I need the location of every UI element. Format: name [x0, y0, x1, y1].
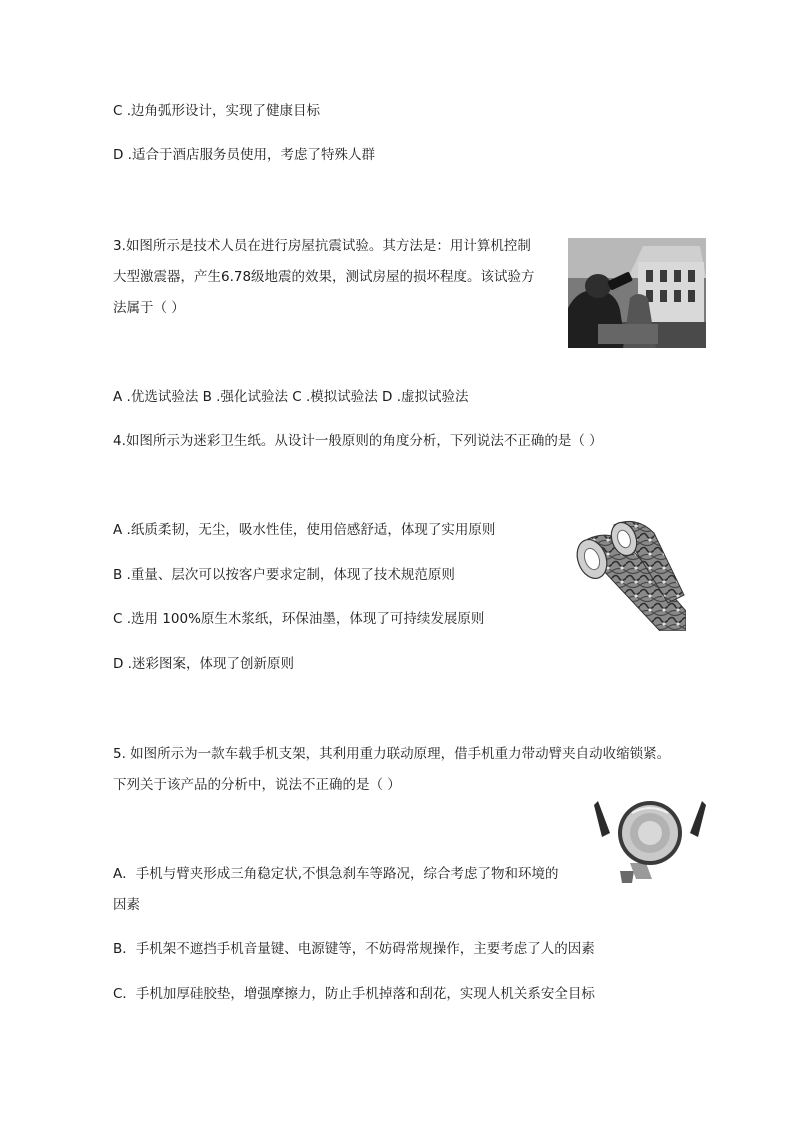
q3-stem-line-1: 3.如图所示是技术人员在进行房屋抗震试验。其方法是：用计算机控制	[113, 238, 531, 254]
q2-option-d: D .适合于酒店服务员使用，考虑了特殊人群	[113, 147, 375, 163]
q3-options: A .优选试验法 B .强化试验法 C .模拟试验法 D .虚拟试验法	[113, 389, 469, 405]
q5-stem-line-1: 5. 如图所示为一款车载手机支架，其利用重力联动原理，借手机重力带动臂夹自动收缩锁紧。	[113, 746, 671, 762]
q5-option-a-line-2: 因素	[113, 897, 140, 913]
car-phone-holder-image	[592, 797, 708, 885]
camo-toilet-paper-image	[570, 515, 686, 631]
q5-stem-line-2: 下列关于该产品的分析中，说法不正确的是（ ）	[113, 777, 401, 793]
q5-option-b: B．手机架不遮挡手机音量键、电源键等，不妨碍常规操作，主要考虑了人的因素	[113, 941, 595, 957]
q4-stem: 4.如图所示为迷彩卫生纸。从设计一般原则的角度分析，下列说法不正确的是（ ）	[113, 433, 603, 449]
q5-option-c: C．手机加厚硅胶垫，增强摩擦力，防止手机掉落和刮花，实现人机关系安全目标	[113, 986, 595, 1002]
q3-stem-line-3: 法属于（ ）	[113, 300, 185, 316]
q5-option-a-line-1: A．手机与臂夹形成三角稳定状,不惧急刹车等路况，综合考虑了物和环境的	[113, 866, 559, 882]
q4-option-a: A .纸质柔韧，无尘，吸水性佳，使用倍感舒适，体现了实用原则	[113, 522, 496, 538]
q4-option-d: D .迷彩图案，体现了创新原则	[113, 656, 294, 672]
earthquake-test-photo	[568, 238, 706, 348]
q4-option-b: B .重量、层次可以按客户要求定制，体现了技术规范原则	[113, 567, 455, 583]
q2-option-c: C .边角弧形设计，实现了健康目标	[113, 103, 321, 119]
q3-stem-line-2: 大型激震器，产生6.78级地震的效果，测试房屋的损坏程度。该试验方	[113, 269, 535, 285]
q4-option-c: C .选用 100%原生木浆纸，环保油墨，体现了可持续发展原则	[113, 611, 485, 627]
